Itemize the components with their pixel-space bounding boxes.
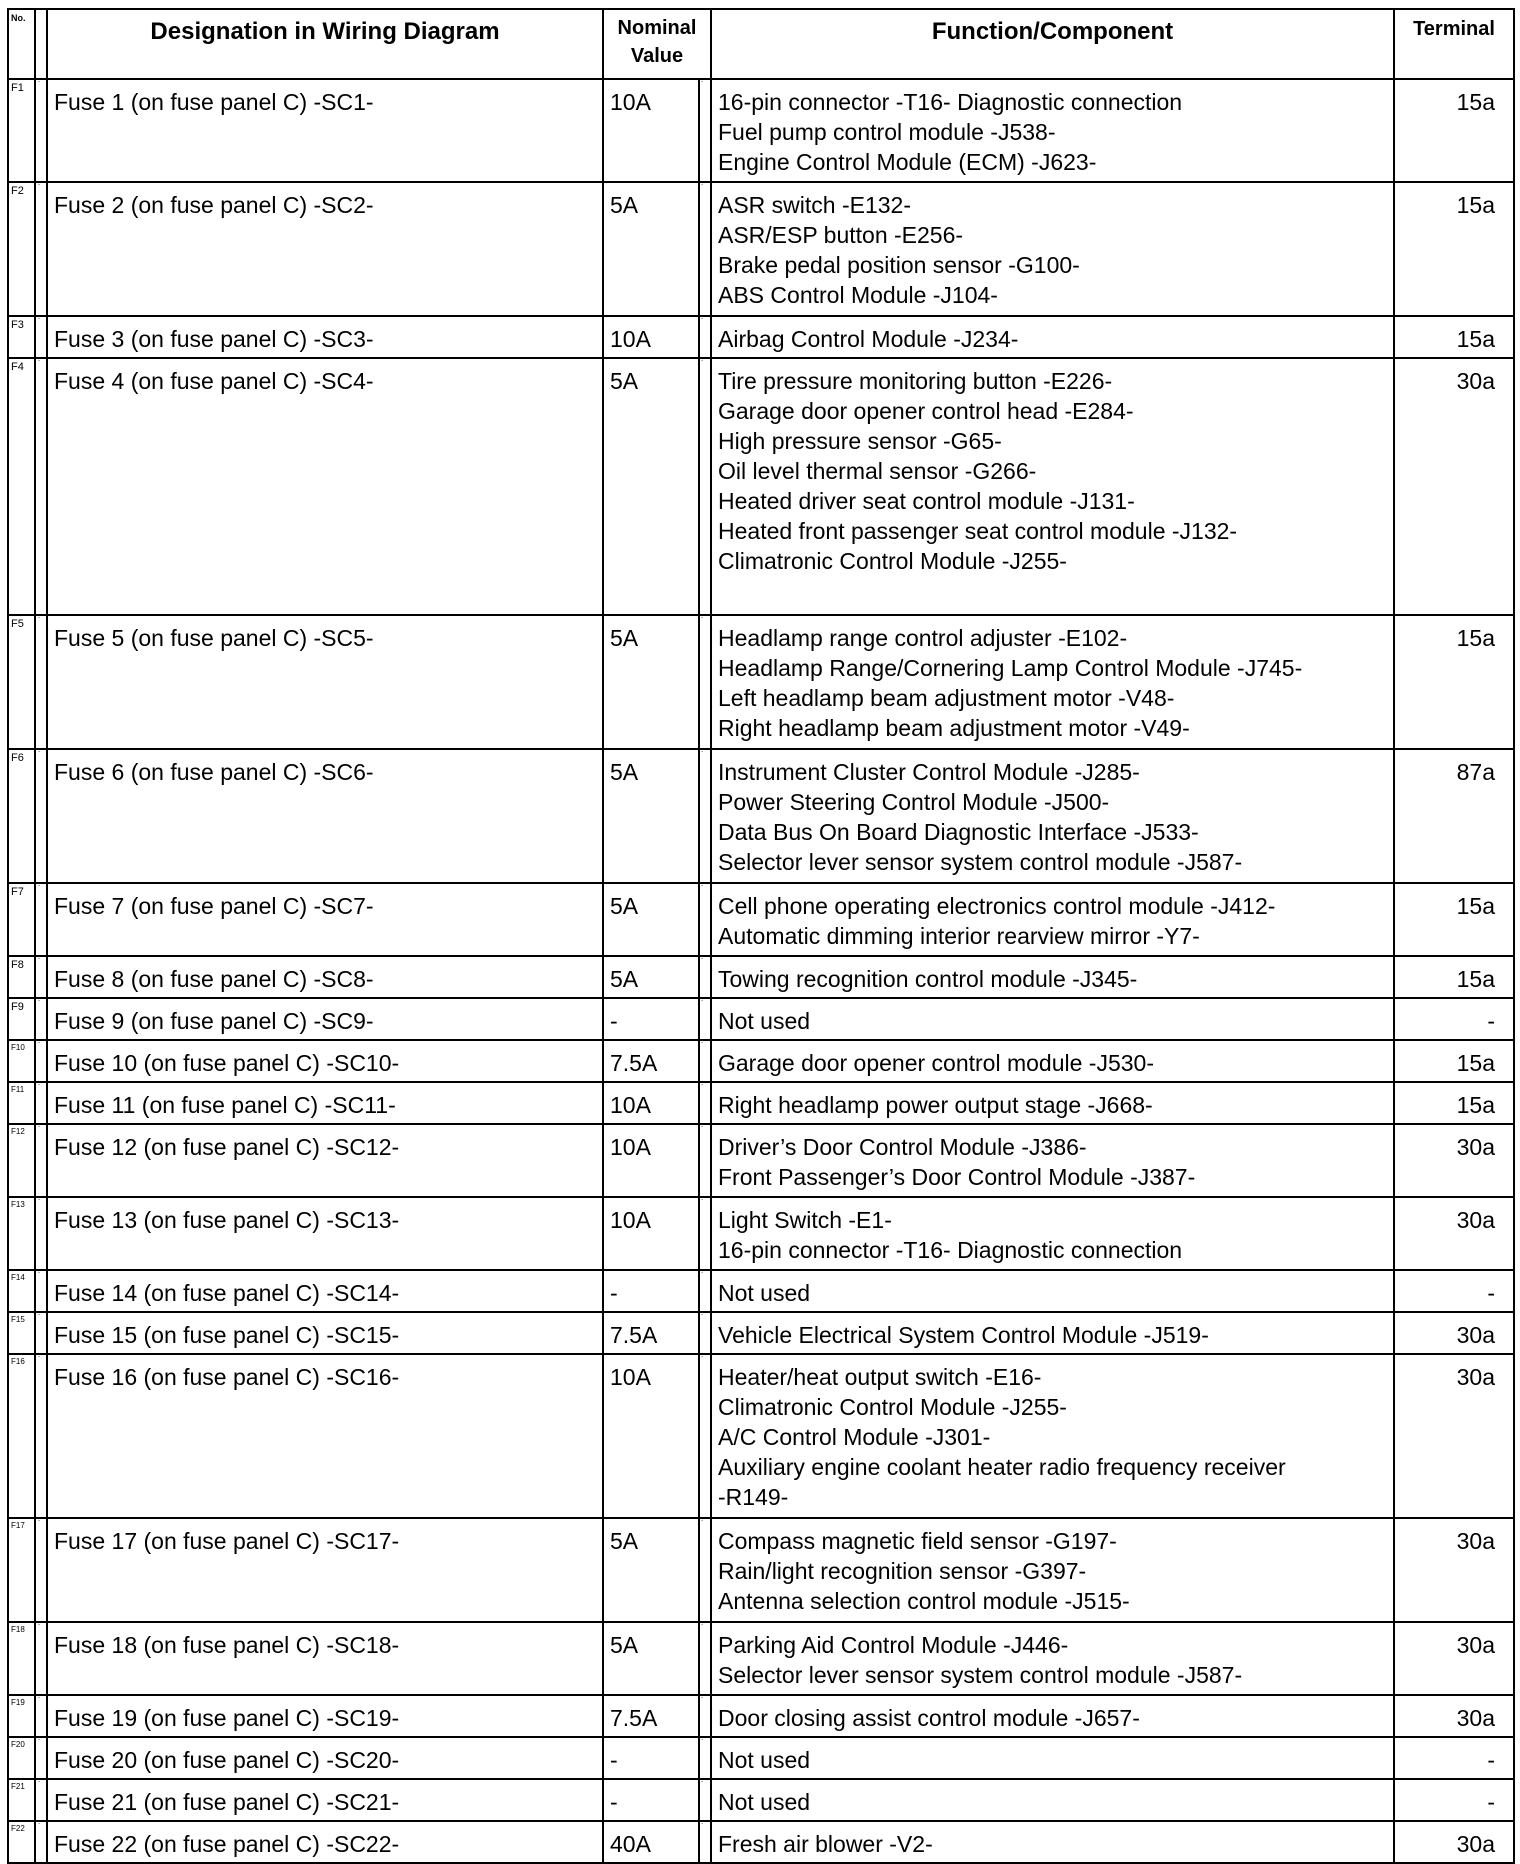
header-function: Function/Component (711, 9, 1394, 79)
row-number: F1 (8, 79, 35, 182)
designation-cell: Fuse 8 (on fuse panel C) -SC8- (47, 956, 603, 998)
row-number: F16 (8, 1354, 35, 1518)
table-row (8, 316, 1514, 358)
function-line: Door closing assist control module -J657- (718, 1705, 1140, 1731)
row-number: F3 (8, 316, 35, 358)
value-marker-cell: ˙ (699, 1695, 711, 1737)
designation-cell: Fuse 11 (on fuse panel C) -SC11- (47, 1082, 603, 1124)
function-cell (711, 79, 1394, 182)
function-cell (711, 1197, 1394, 1270)
value-marker-cell: ˙ (699, 615, 711, 749)
function-cell (711, 182, 1394, 316)
row-marker-cell: ˙ (35, 358, 47, 615)
row-number: F18 (8, 1622, 35, 1695)
row-marker-cell: ˙ (35, 1737, 47, 1779)
terminal-cell: 15a (1394, 615, 1514, 749)
row-marker-cell: ˙ (35, 316, 47, 358)
table-row (8, 1821, 1514, 1863)
function-line: Light Switch -E1- (718, 1207, 892, 1233)
function-line: Parking Aid Control Module -J446- (718, 1632, 1069, 1658)
function-line: Rain/light recognition sensor -G397- (718, 1558, 1087, 1584)
terminal-cell: 15a (1394, 1082, 1514, 1124)
header-designation: Designation in Wiring Diagram (47, 9, 603, 79)
designation-cell: Fuse 19 (on fuse panel C) -SC19- (47, 1695, 603, 1737)
function-cell (711, 1518, 1394, 1622)
row-number: F4 (8, 358, 35, 615)
function-line: Headlamp Range/Cornering Lamp Control Module -J745- (718, 655, 1303, 681)
row-number: F11 (8, 1082, 35, 1124)
function-line: Headlamp range control adjuster -E102- (718, 625, 1128, 651)
designation-cell: Fuse 5 (on fuse panel C) -SC5- (47, 615, 603, 749)
function-cell (711, 1821, 1394, 1863)
function-line: Antenna selection control module -J515- (718, 1588, 1130, 1614)
designation-cell: Fuse 12 (on fuse panel C) -SC12- (47, 1124, 603, 1197)
nominal-value-cell: 5A (603, 1622, 699, 1695)
fuse-table (7, 8, 1515, 1864)
nominal-value-cell: 40A (603, 1821, 699, 1863)
nominal-value-cell: - (603, 1270, 699, 1312)
nominal-value-cell: 5A (603, 1518, 699, 1622)
row-number: F20 (8, 1737, 35, 1779)
row-marker-cell: ˙ (35, 1312, 47, 1354)
function-line: Right headlamp beam adjustment motor -V49- (718, 715, 1190, 741)
value-marker-cell: ˙ (699, 1737, 711, 1779)
table-header-row (8, 9, 1514, 79)
table-row (8, 1082, 1514, 1124)
row-marker-cell: ˙ (35, 1197, 47, 1270)
designation-cell: Fuse 2 (on fuse panel C) -SC2- (47, 182, 603, 316)
table-row (8, 79, 1514, 182)
designation-cell: Fuse 18 (on fuse panel C) -SC18- (47, 1622, 603, 1695)
value-marker-cell: ˙ (699, 1040, 711, 1082)
function-cell (711, 1124, 1394, 1197)
terminal-cell: 15a (1394, 1040, 1514, 1082)
terminal-cell: 30a (1394, 1354, 1514, 1518)
header-spacer (35, 9, 47, 79)
designation-cell: Fuse 20 (on fuse panel C) -SC20- (47, 1737, 603, 1779)
value-marker-cell: ˙ (699, 1082, 711, 1124)
function-line: Fuel pump control module -J538- (718, 119, 1056, 145)
function-line: Compass magnetic field sensor -G197- (718, 1528, 1117, 1554)
row-number: F9 (8, 998, 35, 1040)
terminal-cell: 15a (1394, 182, 1514, 316)
function-line: Power Steering Control Module -J500- (718, 789, 1110, 815)
row-number: F17 (8, 1518, 35, 1622)
row-marker-cell: ˙ (35, 1518, 47, 1622)
terminal-cell: 15a (1394, 79, 1514, 182)
value-marker-cell: ˙ (699, 1518, 711, 1622)
terminal-cell: 15a (1394, 883, 1514, 956)
function-line: High pressure sensor -G65- (718, 428, 1002, 454)
nominal-value-cell: 7.5A (603, 1312, 699, 1354)
terminal-cell: 30a (1394, 1518, 1514, 1622)
nominal-value-cell: 7.5A (603, 1695, 699, 1737)
nominal-value-cell: 5A (603, 358, 699, 615)
nominal-value-cell: 10A (603, 1197, 699, 1270)
terminal-cell: 30a (1394, 1622, 1514, 1695)
row-marker-cell: ˙ (35, 1354, 47, 1518)
value-marker-cell: ˙ (699, 956, 711, 998)
nominal-value-cell: 5A (603, 956, 699, 998)
row-marker-cell: ˙ (35, 1040, 47, 1082)
nominal-value-cell: 5A (603, 615, 699, 749)
function-line: Vehicle Electrical System Control Module -J519- (718, 1322, 1209, 1348)
function-cell (711, 615, 1394, 749)
function-line: Not used (718, 1280, 811, 1306)
function-line: Heater/heat output switch -E16- (718, 1364, 1042, 1390)
designation-cell: Fuse 4 (on fuse panel C) -SC4- (47, 358, 603, 615)
designation-cell: Fuse 6 (on fuse panel C) -SC6- (47, 749, 603, 883)
row-marker-cell: ˙ (35, 1779, 47, 1821)
terminal-cell: - (1394, 1270, 1514, 1312)
nominal-value-cell: 5A (603, 749, 699, 883)
value-marker-cell: ˙ (699, 998, 711, 1040)
function-cell (711, 1695, 1394, 1737)
function-line: Brake pedal position sensor -G100- (718, 252, 1080, 278)
terminal-cell: 30a (1394, 1821, 1514, 1863)
row-marker-cell: ˙ (35, 182, 47, 316)
function-line: ASR switch -E132- (718, 192, 912, 218)
nominal-value-cell: 10A (603, 316, 699, 358)
function-line: ABS Control Module -J104- (718, 282, 998, 308)
function-line: Selector lever sensor system control module -J587- (718, 849, 1243, 875)
terminal-cell: - (1394, 998, 1514, 1040)
row-marker-cell: ˙ (35, 1124, 47, 1197)
table-row (8, 1197, 1514, 1270)
function-cell (711, 1354, 1394, 1518)
designation-cell: Fuse 16 (on fuse panel C) -SC16- (47, 1354, 603, 1518)
row-number: F22 (8, 1821, 35, 1863)
header-nominal-value (603, 9, 711, 79)
function-line: Not used (718, 1747, 811, 1773)
terminal-cell: - (1394, 1737, 1514, 1779)
function-cell (711, 956, 1394, 998)
table-row (8, 1270, 1514, 1312)
row-marker-cell: ˙ (35, 749, 47, 883)
function-cell (711, 1270, 1394, 1312)
table-row (8, 1518, 1514, 1622)
value-marker-cell: ˙ (699, 79, 711, 182)
row-number: F2 (8, 182, 35, 316)
function-line: Driver’s Door Control Module -J386- (718, 1134, 1087, 1160)
nominal-value-cell: 7.5A (603, 1040, 699, 1082)
designation-cell: Fuse 14 (on fuse panel C) -SC14- (47, 1270, 603, 1312)
terminal-cell: 30a (1394, 1312, 1514, 1354)
function-cell (711, 1779, 1394, 1821)
table-row (8, 1354, 1514, 1518)
function-line: Automatic dimming interior rearview mirror -Y7- (718, 923, 1200, 949)
function-line: Heated driver seat control module -J131- (718, 488, 1135, 514)
table-row (8, 358, 1514, 615)
row-marker-cell: ˙ (35, 1270, 47, 1312)
function-cell (711, 1737, 1394, 1779)
row-marker-cell: ˙ (35, 1695, 47, 1737)
function-line: Engine Control Module (ECM) -J623- (718, 149, 1097, 175)
designation-cell: Fuse 10 (on fuse panel C) -SC10- (47, 1040, 603, 1082)
function-line: Climatronic Control Module -J255- (718, 548, 1067, 574)
function-line: Front Passenger’s Door Control Module -J387- (718, 1164, 1196, 1190)
value-marker-cell: ˙ (699, 1622, 711, 1695)
value-marker-cell: ˙ (699, 749, 711, 883)
function-line: -R149- (718, 1484, 789, 1510)
terminal-cell: - (1394, 1779, 1514, 1821)
designation-cell: Fuse 9 (on fuse panel C) -SC9- (47, 998, 603, 1040)
value-marker-cell: ˙ (699, 1779, 711, 1821)
nominal-value-cell: - (603, 998, 699, 1040)
terminal-cell: 15a (1394, 316, 1514, 358)
function-cell (711, 998, 1394, 1040)
function-line: Left headlamp beam adjustment motor -V48- (718, 685, 1175, 711)
value-marker-cell: ˙ (699, 182, 711, 316)
row-marker-cell: ˙ (35, 1082, 47, 1124)
table-row (8, 883, 1514, 956)
table-row (8, 1312, 1514, 1354)
table-row (8, 1779, 1514, 1821)
row-marker-cell: ˙ (35, 1821, 47, 1863)
designation-cell: Fuse 3 (on fuse panel C) -SC3- (47, 316, 603, 358)
function-cell (711, 1622, 1394, 1695)
row-number: F8 (8, 956, 35, 998)
terminal-cell: 30a (1394, 358, 1514, 615)
nominal-value-cell: - (603, 1737, 699, 1779)
table-row (8, 615, 1514, 749)
value-marker-cell: ˙ (699, 1312, 711, 1354)
function-line: Right headlamp power output stage -J668- (718, 1092, 1153, 1118)
function-cell (711, 358, 1394, 615)
table-row (8, 956, 1514, 998)
terminal-cell: 30a (1394, 1197, 1514, 1270)
value-marker-cell: ˙ (699, 883, 711, 956)
value-marker-cell: ˙ (699, 1354, 711, 1518)
function-line: Auxiliary engine coolant heater radio frequency receiver (718, 1454, 1286, 1480)
row-marker-cell: ˙ (35, 79, 47, 182)
function-line: Airbag Control Module -J234- (718, 326, 1019, 352)
terminal-cell: 30a (1394, 1124, 1514, 1197)
function-cell (711, 749, 1394, 883)
designation-cell: Fuse 13 (on fuse panel C) -SC13- (47, 1197, 603, 1270)
designation-cell: Fuse 15 (on fuse panel C) -SC15- (47, 1312, 603, 1354)
row-number: F14 (8, 1270, 35, 1312)
row-number: F13 (8, 1197, 35, 1270)
row-number: F21 (8, 1779, 35, 1821)
value-marker-cell: ˙ (699, 1124, 711, 1197)
table-row (8, 1040, 1514, 1082)
function-line: 16-pin connector -T16- Diagnostic connection (718, 89, 1183, 115)
row-number: F15 (8, 1312, 35, 1354)
function-cell (711, 1312, 1394, 1354)
function-line: Not used (718, 1789, 811, 1815)
value-marker-cell: ˙ (699, 1197, 711, 1270)
designation-cell: Fuse 17 (on fuse panel C) -SC17- (47, 1518, 603, 1622)
row-number: F7 (8, 883, 35, 956)
function-line: Garage door opener control head -E284- (718, 398, 1134, 424)
table-row (8, 998, 1514, 1040)
table-row (8, 1695, 1514, 1737)
header-terminal: Terminal (1394, 9, 1514, 79)
function-line: Instrument Cluster Control Module -J285- (718, 759, 1140, 785)
row-marker-cell: ˙ (35, 1622, 47, 1695)
terminal-cell: 87a (1394, 749, 1514, 883)
header-no: No. (8, 9, 35, 79)
function-line: Selector lever sensor system control module -J587- (718, 1662, 1243, 1688)
nominal-value-cell: 10A (603, 1124, 699, 1197)
nominal-value-cell: 5A (603, 883, 699, 956)
function-line: Climatronic Control Module -J255- (718, 1394, 1067, 1420)
function-cell (711, 1040, 1394, 1082)
function-line: Cell phone operating electronics control module -J412- (718, 893, 1276, 919)
function-line: Fresh air blower -V2- (718, 1831, 933, 1857)
function-cell (711, 316, 1394, 358)
row-number: F10 (8, 1040, 35, 1082)
function-line: Garage door opener control module -J530- (718, 1050, 1154, 1076)
terminal-cell: 30a (1394, 1695, 1514, 1737)
function-line: Oil level thermal sensor -G266- (718, 458, 1037, 484)
nominal-value-cell: - (603, 1779, 699, 1821)
function-line: Not used (718, 1008, 811, 1034)
table-body (8, 79, 1514, 1863)
header-nominal-line1: Nominal (617, 17, 697, 39)
function-line: Towing recognition control module -J345- (718, 966, 1138, 992)
row-number: F12 (8, 1124, 35, 1197)
function-line: Tire pressure monitoring button -E226- (718, 368, 1113, 394)
value-marker-cell: ˙ (699, 1270, 711, 1312)
row-marker-cell: ˙ (35, 883, 47, 956)
row-marker-cell: ˙ (35, 615, 47, 749)
terminal-cell: 15a (1394, 956, 1514, 998)
header-nominal-line2: Value (630, 45, 684, 67)
table-row (8, 182, 1514, 316)
function-line: 16-pin connector -T16- Diagnostic connection (718, 1237, 1183, 1263)
function-line: A/C Control Module -J301- (718, 1424, 991, 1450)
function-line: ASR/ESP button -E256- (718, 222, 964, 248)
function-line: Data Bus On Board Diagnostic Interface -J533- (718, 819, 1199, 845)
designation-cell: Fuse 22 (on fuse panel C) -SC22- (47, 1821, 603, 1863)
row-number: F5 (8, 615, 35, 749)
nominal-value-cell: 10A (603, 79, 699, 182)
designation-cell: Fuse 7 (on fuse panel C) -SC7- (47, 883, 603, 956)
table-row (8, 1622, 1514, 1695)
function-line: Heated front passenger seat control module -J132- (718, 518, 1238, 544)
row-number: F6 (8, 749, 35, 883)
designation-cell: Fuse 21 (on fuse panel C) -SC21- (47, 1779, 603, 1821)
value-marker-cell: ˙ (699, 358, 711, 615)
table-row (8, 1737, 1514, 1779)
row-marker-cell: ˙ (35, 956, 47, 998)
value-marker-cell: ˙ (699, 316, 711, 358)
function-cell (711, 1082, 1394, 1124)
nominal-value-cell: 10A (603, 1354, 699, 1518)
function-cell (711, 883, 1394, 956)
nominal-value-cell: 10A (603, 1082, 699, 1124)
table-row (8, 749, 1514, 883)
row-number: F19 (8, 1695, 35, 1737)
table-row (8, 1124, 1514, 1197)
nominal-value-cell: 5A (603, 182, 699, 316)
row-marker-cell: ˙ (35, 998, 47, 1040)
designation-cell: Fuse 1 (on fuse panel C) -SC1- (47, 79, 603, 182)
value-marker-cell: ˙ (699, 1821, 711, 1863)
